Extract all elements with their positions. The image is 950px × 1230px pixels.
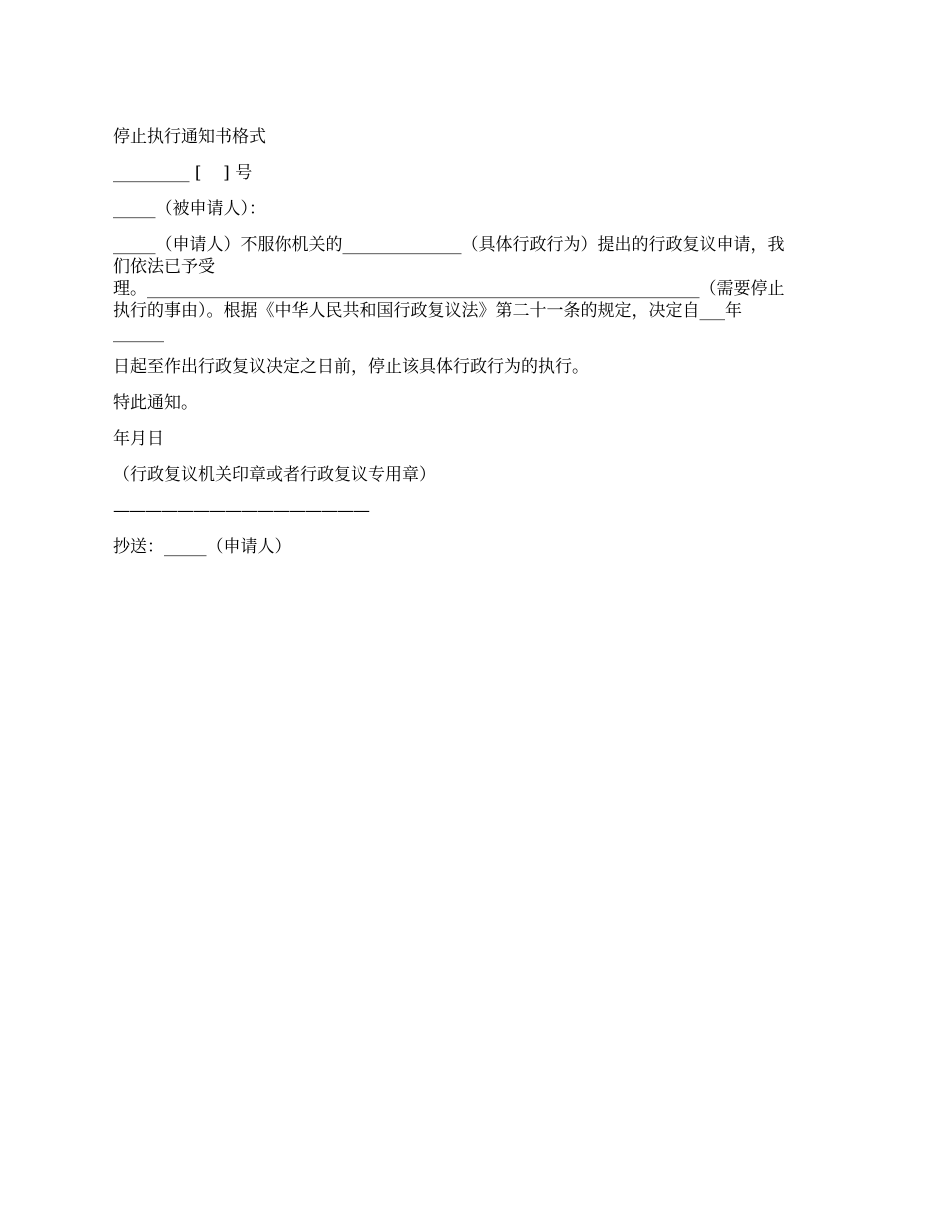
cc-line: 抄送：_____（申请人） [113,537,292,557]
notice-line: 特此通知。 [113,393,198,413]
body-line: ______ [113,323,164,343]
body-line: 执行的事由）。根据《中华人民共和国行政复议法》第二十一条的规定，决定自___年 [113,301,742,321]
addressee-line: _____（被申请人）： [113,199,266,219]
body-line: _____（申请人）不服你机关的______________（具体行政行为）提出的行政复议申请，我 [113,235,785,255]
body-line: 理。_________________________________________________________________（需要停止 [113,279,785,299]
seal-line: （行政复议机关印章或者行政复议专用章） [113,465,436,485]
body-continuation: 日起至作出行政复议决定之日前，停止该具体行政行为的执行。 [113,357,589,377]
document-title: 停止执行通知书格式 [113,127,266,147]
document-number-line: _________ [ ] 号 [113,163,253,183]
document-page [113,126,837,558]
body-paragraph [113,234,837,344]
separator-rule: ———————————————— [113,501,369,521]
body-line: 们依法已予受 [113,257,215,277]
date-line: 年月日 [113,429,164,449]
